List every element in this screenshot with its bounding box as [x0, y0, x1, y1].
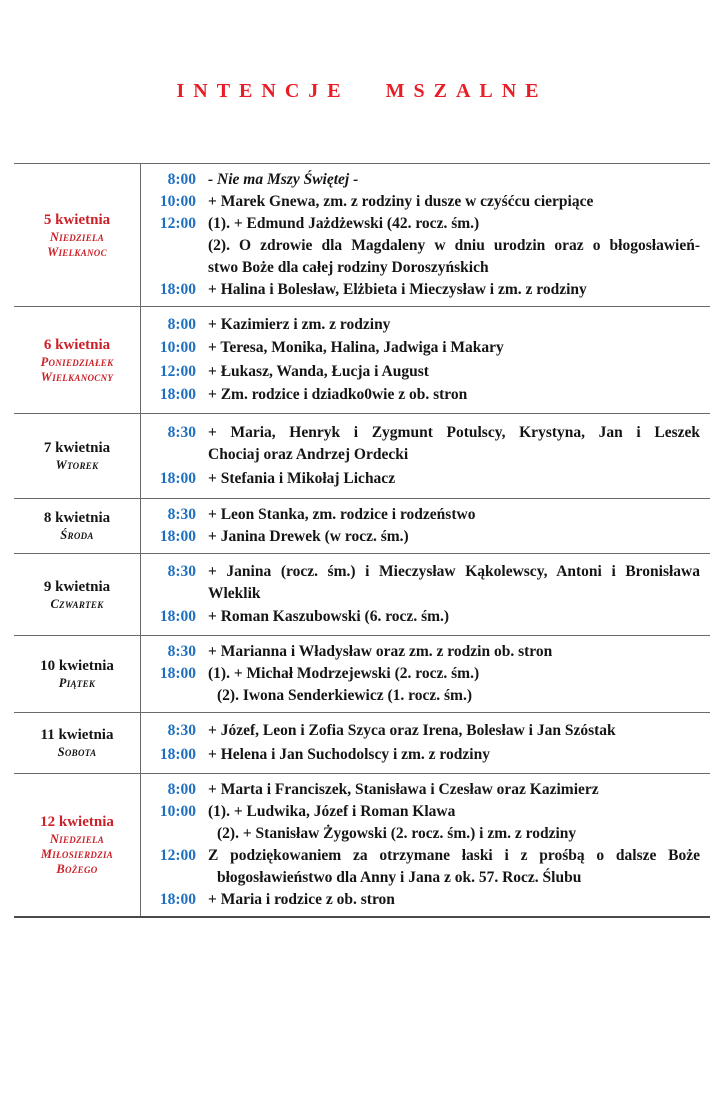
mass-intention: [208, 279, 700, 301]
mass-time: 18:00: [159, 470, 196, 488]
mass-entry: [141, 561, 700, 605]
intention-line: + Teresa, Monika, Halina, Jadwiga i Makary: [208, 339, 504, 357]
mass-entry: [141, 889, 700, 911]
date-label: 6 kwietnia: [43, 336, 111, 353]
intention-line: błogosławieństwo dla Anny i Jana z ok. 57. Rocz. Ślubu: [217, 869, 582, 886]
mass-entry: [141, 169, 700, 191]
intention-line: Chociaj oraz Andrzej Ordecki: [208, 445, 409, 463]
schedule-row: [14, 554, 710, 636]
weekday-labels: [47, 230, 107, 260]
date-label: 5 kwietnia: [43, 211, 111, 228]
mass-intention: [208, 744, 700, 766]
mass-time: 8:00: [167, 171, 196, 188]
mass-entry: [141, 361, 700, 383]
mass-intention: [208, 169, 700, 191]
page-title: INTENCJE MSZALNE: [176, 80, 548, 102]
weekday-label: Sobota: [57, 745, 97, 759]
entries-cell: [141, 554, 710, 635]
weekday-label: Wielkanocny: [40, 369, 114, 384]
schedule-row: [14, 414, 710, 499]
intention-line: + Janina (rocz. śm.) i Mieczysław Kąkolewscy, Antoni i Bronisława: [208, 562, 700, 580]
mass-time: 8:30: [167, 643, 196, 660]
mass-time: 8:30: [167, 562, 196, 580]
weekday-label: Miłosierdzia: [40, 847, 114, 861]
mass-time: 18:00: [159, 281, 196, 298]
intention-line: + Roman Kaszubowski (6. rocz. śm.): [208, 608, 450, 626]
intention-line: (1). + Ludwika, Józef i Roman Klawa: [208, 803, 456, 820]
weekday-label: Poniedziałek: [40, 354, 114, 369]
mass-time: 18:00: [159, 386, 196, 404]
mass-entry: [141, 504, 700, 526]
intention-line: + Marta i Franciszek, Stanisława i Czesław oraz Kazimierz: [208, 781, 599, 798]
entries-cell: [141, 636, 710, 712]
mass-intention: [208, 314, 700, 336]
mass-time: 18:00: [159, 665, 196, 682]
weekday-label: Bożego: [56, 862, 98, 876]
mass-entry: [141, 744, 700, 766]
mass-time: 12:00: [159, 847, 196, 864]
mass-entry: [141, 606, 700, 628]
weekday-label: Piątek: [58, 676, 96, 690]
intention-line: + Maria i rodzice z ob. stron: [208, 891, 395, 908]
entries-cell: [141, 499, 710, 553]
mass-time: 10:00: [159, 193, 196, 210]
intention-line: + Kazimierz i zm. z rodziny: [208, 315, 391, 333]
intention-line: + Józef, Leon i Zofia Szyca oraz Irena, Bolesław i Jan Szóstak: [208, 722, 616, 739]
weekday-label: Niedziela: [49, 229, 105, 244]
intention-line: + Stefania i Mikołaj Lichacz: [208, 470, 396, 488]
weekday-labels: [59, 676, 95, 691]
mass-intention: [208, 384, 700, 406]
mass-intention: [208, 526, 700, 548]
schedule-row: [14, 307, 710, 414]
mass-entry: [141, 720, 700, 742]
mass-entry: [141, 384, 700, 406]
weekday-label: Czwartek: [50, 596, 104, 611]
mass-intention: [208, 213, 700, 279]
mass-intention: [208, 641, 700, 663]
date-cell: [14, 164, 141, 306]
mass-time: 18:00: [159, 528, 196, 545]
intention-line: (1). + Michał Modrzejewski (2. rocz. śm.): [208, 665, 480, 682]
weekday-label: Wtorek: [55, 458, 99, 472]
mass-entry: [141, 801, 700, 845]
weekday-labels: [58, 745, 97, 760]
date-cell: [14, 554, 141, 635]
intention-line: Wleklik: [208, 584, 261, 602]
mass-entry: [141, 213, 700, 279]
schedule-table: [14, 163, 710, 918]
mass-entry: [141, 337, 700, 359]
mass-entry: [141, 663, 700, 707]
intention-line: + Maria, Henryk i Zygmunt Potulscy, Krystyna, Jan i Leszek: [208, 423, 700, 441]
schedule-row: [14, 164, 710, 307]
date-cell: [14, 636, 141, 712]
intention-line: (2). Iwona Senderkiewicz (1. rocz. śm.): [217, 687, 472, 704]
date-label: 11 kwietnia: [40, 727, 114, 743]
schedule-row: [14, 636, 710, 713]
mass-entry: [141, 422, 700, 466]
mass-intention: [208, 779, 700, 801]
intention-line: + Marianna i Władysław oraz zm. z rodzin ob. stron: [208, 643, 553, 660]
mass-intention: [208, 504, 700, 526]
mass-time: 12:00: [159, 215, 196, 232]
date-cell: [14, 774, 141, 916]
mass-intention: [208, 468, 700, 490]
date-label: 10 kwietnia: [40, 658, 114, 674]
mass-time: 18:00: [159, 746, 196, 763]
mass-intention: [208, 801, 700, 845]
weekday-labels: [41, 832, 113, 877]
date-label: 7 kwietnia: [43, 440, 111, 456]
weekday-labels: [56, 458, 99, 473]
intention-line: + Łukasz, Wanda, Łucja i August: [208, 362, 429, 380]
mass-intention: [208, 191, 700, 213]
mass-intention: [208, 561, 700, 605]
intention-line: + Janina Drewek (w rocz. śm.): [208, 528, 409, 545]
weekday-label: Środa: [60, 528, 94, 542]
entries-cell: [141, 774, 710, 916]
mass-time: 8:30: [167, 423, 196, 441]
intention-line: (2). O zdrowie dla Magdaleny w dniu urodzin oraz o błogosławień-: [208, 237, 700, 254]
weekday-labels: [50, 597, 103, 612]
schedule-row: [14, 499, 710, 554]
intention-line: + Leon Stanka, zm. rodzice i rodzeństwo: [208, 506, 476, 523]
intention-line: + Zm. rodzice i dziadko0wie z ob. stron: [208, 386, 468, 404]
intention-line: Z podziękowaniem za otrzymane łaski i z prośbą o dalsze Boże: [208, 847, 700, 864]
date-cell: [14, 307, 141, 413]
mass-entry: [141, 191, 700, 213]
date-label: 8 kwietnia: [43, 510, 111, 526]
mass-intention: [208, 720, 700, 742]
mass-entry: [141, 641, 700, 663]
weekday-labels: [60, 528, 93, 543]
entries-cell: [141, 414, 710, 498]
mass-time: 8:30: [167, 722, 196, 739]
mass-intention: [208, 889, 700, 911]
mass-intention: [208, 337, 700, 359]
intention-line: (1). + Edmund Jażdżewski (42. rocz. śm.): [208, 215, 480, 232]
mass-intention: [208, 663, 700, 707]
intention-line: + Halina i Bolesław, Elżbieta i Mieczysław i zm. z rodziny: [208, 281, 587, 298]
intention-line: (2). + Stanisław Żygowski (2. rocz. śm.) i zm. z rodziny: [217, 825, 577, 842]
mass-time: 18:00: [159, 608, 196, 626]
mass-entry: [141, 279, 700, 301]
intention-line: - Nie ma Mszy Świętej -: [208, 171, 359, 188]
mass-time: 10:00: [159, 339, 196, 357]
date-label: 12 kwietnia: [40, 814, 114, 830]
date-cell: [14, 414, 141, 498]
mass-intention: [208, 606, 700, 628]
intention-line: + Helena i Jan Suchodolscy i zm. z rodziny: [208, 746, 490, 763]
mass-time: 8:30: [167, 506, 196, 523]
date-cell: [14, 499, 141, 553]
mass-intention: [208, 845, 700, 889]
mass-entry: [141, 845, 700, 889]
mass-entry: [141, 779, 700, 801]
schedule-row: [14, 713, 710, 774]
weekday-label: Wielkanoc: [47, 244, 107, 259]
mass-entry: [141, 526, 700, 548]
mass-intention: [208, 361, 700, 383]
date-label: 9 kwietnia: [43, 578, 111, 595]
intention-line: + Marek Gnewa, zm. z rodziny i dusze w czyśćcu cierpiące: [208, 193, 594, 210]
mass-time: 8:00: [167, 315, 196, 333]
entries-cell: [141, 307, 710, 413]
mass-time: 18:00: [159, 891, 196, 908]
weekday-labels: [41, 355, 114, 385]
weekday-label: Niedziela: [49, 832, 105, 846]
schedule-row: [14, 774, 710, 916]
intention-line: stwo Boże dla całej rodziny Doroszyńskich: [208, 259, 489, 276]
mass-entry: [141, 314, 700, 336]
mass-intention: [208, 422, 700, 466]
entries-cell: [141, 164, 710, 306]
entries-cell: [141, 713, 710, 773]
mass-entry: [141, 468, 700, 490]
mass-time: 10:00: [159, 803, 196, 820]
mass-time: 12:00: [159, 362, 196, 380]
date-cell: [14, 713, 141, 773]
mass-time: 8:00: [167, 781, 196, 798]
